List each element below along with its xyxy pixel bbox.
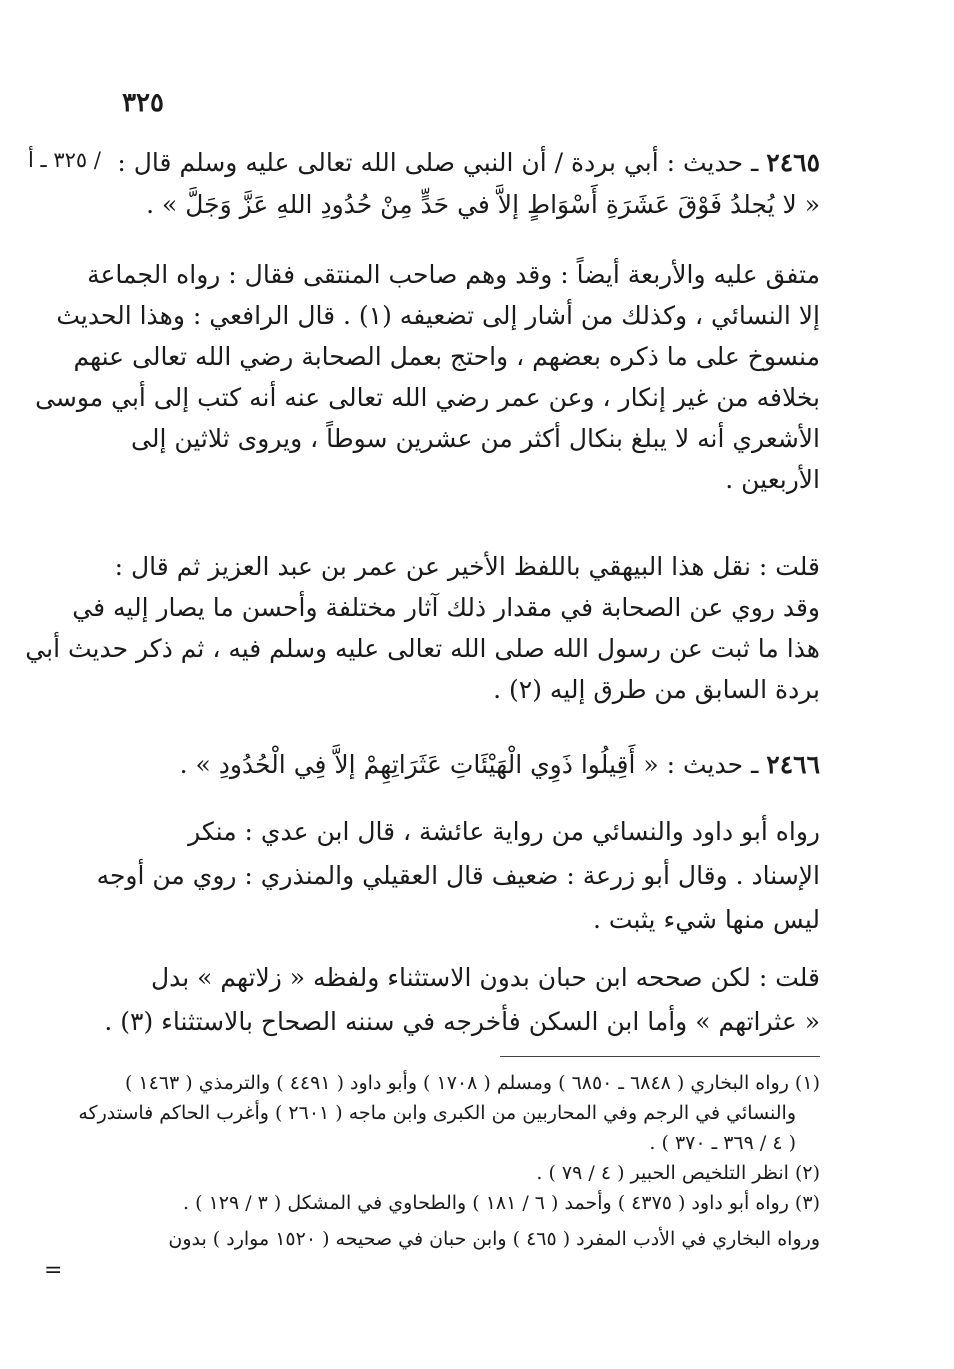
hadith-intro: ـ حديث : أبي بردة / أن النبي صلى الله تعالى عليه وسلم قال : <box>117 148 767 177</box>
page-number: ٣٢٥ <box>122 88 164 118</box>
hadith-number: ٢٤٦٥ <box>766 148 820 177</box>
text-line: رواه أبو داود والنسائي من رواية عائشة ، قال ابن عدي : منكر <box>188 817 820 846</box>
text-line: بردة السابق من طرق إليه (٢) . <box>493 675 820 704</box>
text-line: منسوخ على ما ذكره بعضهم ، واحتج بعمل الصحابة رضي الله تعالى عنهم <box>73 342 820 371</box>
text-line: متفق عليه والأربعة أيضاً : وقد وهم صاحب المنتقى فقال : رواه الجماعة <box>87 260 820 289</box>
hadith-entry-2466 <box>120 748 820 782</box>
text-line: قلت : لكن صححه ابن حبان بدون الاستثناء ولفظه « زلاتهم » بدل <box>150 963 820 992</box>
footnote-line: والنسائي في الرجم وفي المحاربين من الكبرى وابن ماجه ( ٢٦٠١ ) وأغرب الحاكم فاستدركه <box>78 1102 796 1124</box>
margin-note: / ٣٢٥ ـ أ <box>28 148 101 172</box>
commentary-paragraph-4 <box>104 956 820 1044</box>
margin-continuation-mark: = <box>44 1258 63 1283</box>
text-line: هذا ما ثبت عن رسول الله صلى الله تعالى عليه وسلم فيه ، ثم ذكر حديث أبي <box>25 634 820 663</box>
hadith-entry-2465 <box>117 146 820 222</box>
text-line: الأشعري أنه لا يبلغ بنكال أكثر من عشرين سوطاً ، ويروى ثلاثين إلى <box>130 424 820 453</box>
hadith-heading <box>120 748 820 782</box>
footnote-line: (٣) رواه أبو داود ( ٤٣٧٥ ) وأحمد ( ٦ / ١٨١ ) والطحاوي في المشكل ( ٣ / ١٢٩ ) . <box>183 1192 820 1214</box>
hadith-heading <box>117 146 820 180</box>
commentary-paragraph-3 <box>96 810 820 942</box>
footnote-line: (١) رواه البخاري ( ٦٨٤٨ ـ ٦٨٥٠ ) ومسلم ( ١٧٠٨ ) وأبو داود ( ٤٤٩١ ) والترمذي ( ١٤٦٣ ) <box>124 1072 820 1094</box>
footnote-divider <box>500 1056 820 1057</box>
footnote-line: ( ٤ / ٣٦٩ ـ ٣٧٠ ) . <box>649 1132 796 1154</box>
text-line: وقد روي عن الصحابة في مقدار ذلك آثار مختلفة وأحسن ما يصار إليه في <box>72 593 820 622</box>
text-line: « عثراتهم » وأما ابن السكن فأخرجه في سننه الصحاح بالاستثناء (٣) . <box>104 1007 820 1036</box>
text-line: بخلافه من غير إنكار ، وعن عمر رضي الله تعالى عنه أنه كتب إلى أبي موسى <box>35 383 820 412</box>
footnote-line: (٢) انظر التلخيص الحبير ( ٤ / ٧٩ ) . <box>536 1162 820 1184</box>
commentary-paragraph-2 <box>25 546 820 710</box>
hadith-number: ٢٤٦٦ <box>766 750 820 779</box>
text-line: الإسناد . وقال أبو زرعة : ضعيف قال العقيلي والمنذري : روي من أوجه <box>96 861 820 890</box>
footnotes <box>78 1068 820 1254</box>
hadith-text: « لا يُجلدُ فَوْقَ عَشَرَةِ أَسْوَاطٍ إلاَّ في حَدٍّ مِنْ حُدُودِ اللهِ عَزَّ وَجَلَّ » . <box>146 190 820 219</box>
text-line: قلت : نقل هذا البيهقي باللفظ الأخير عن عمر بن عبد العزيز ثم قال : <box>114 552 820 581</box>
footnote-line: ورواه البخاري في الأدب المفرد ( ٤٦٥ ) وابن حبان في صحيحه ( ١٥٢٠ موارد ) بدون <box>168 1228 820 1250</box>
hadith-text: ـ حديث : « أَقِيلُوا ذَوِي الْهَيْئَاتِ عَثَرَاتِهِمْ إلاَّ فِي الْحُدُودِ » . <box>179 750 767 779</box>
commentary-paragraph-1 <box>35 254 820 500</box>
text-line: ليس منها شيء يثبت . <box>593 905 820 934</box>
text-line: الأربعين . <box>725 465 820 494</box>
text-line: إلا النسائي ، وكذلك من أشار إلى تضعيفه (١) . قال الرافعي : وهذا الحديث <box>56 301 820 330</box>
